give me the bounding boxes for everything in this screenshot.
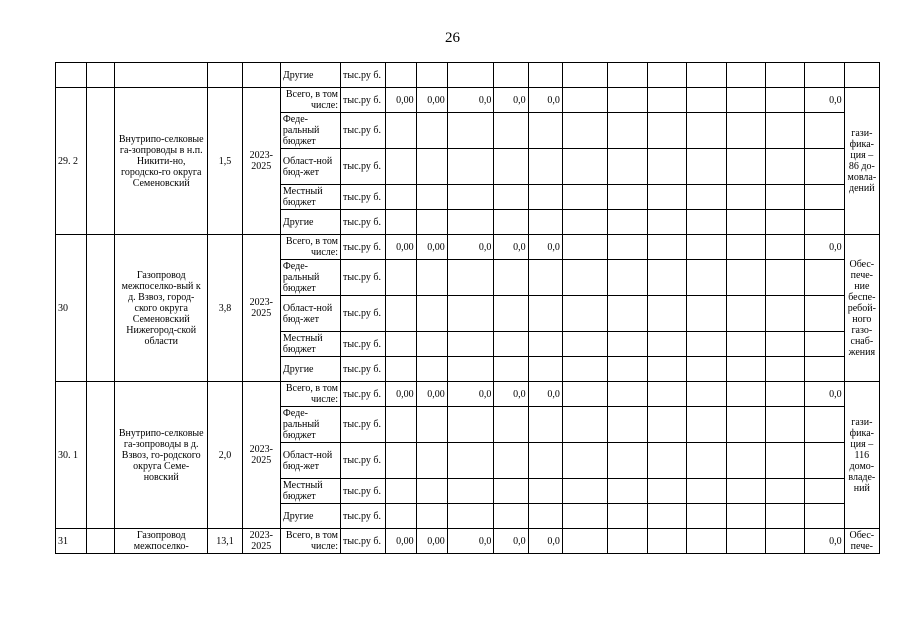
value-cell: 0,00	[416, 235, 447, 260]
empty-cell	[687, 357, 726, 382]
empty-cell	[765, 357, 804, 382]
value-cell	[494, 479, 528, 504]
value-cell	[494, 185, 528, 210]
value-cell	[805, 504, 844, 529]
unit-cell: тыс.ру б.	[341, 260, 386, 296]
empty-cell	[647, 113, 686, 149]
empty-cell	[726, 185, 765, 210]
empty-cell	[608, 407, 647, 443]
empty-cell	[726, 382, 765, 407]
value-cell	[494, 113, 528, 149]
value-cell	[494, 332, 528, 357]
value-cell: 0,0	[447, 88, 494, 113]
value-cell	[805, 210, 844, 235]
value-cell	[805, 357, 844, 382]
source-cell: Феде-ральный бюджет	[280, 260, 340, 296]
project-name: Газопровод межпоселко-	[115, 529, 208, 554]
value-cell: 0,0	[528, 235, 562, 260]
value-cell: 0,00	[416, 88, 447, 113]
empty-cell	[647, 529, 686, 554]
empty-cell	[726, 210, 765, 235]
value-cell	[447, 357, 494, 382]
value-cell: 0,0	[805, 529, 844, 554]
unit-cell: тыс.ру б.	[341, 504, 386, 529]
value-cell	[447, 63, 494, 88]
empty-cell	[687, 529, 726, 554]
empty-cell	[608, 332, 647, 357]
empty-cell	[562, 63, 608, 88]
empty-cell	[687, 63, 726, 88]
empty-cell	[562, 88, 608, 113]
empty-cell	[726, 332, 765, 357]
value-cell	[416, 357, 447, 382]
project-result: Обес-пече-	[844, 529, 879, 554]
table-row	[56, 382, 880, 407]
empty-cell	[647, 88, 686, 113]
unit-cell: тыс.ру б.	[341, 296, 386, 332]
value-cell	[528, 185, 562, 210]
value-cell	[528, 260, 562, 296]
empty-cell	[562, 357, 608, 382]
empty-cell	[687, 149, 726, 185]
empty-cell	[726, 479, 765, 504]
value-cell	[528, 149, 562, 185]
value-cell	[494, 210, 528, 235]
value-cell: 0,00	[385, 529, 416, 554]
unit-cell: тыс.ру б.	[341, 382, 386, 407]
project-name: Внутрипо-селковые га-зопроводы в н.п. Никити-но, городско-го округа Семеновский	[115, 88, 208, 235]
value-cell	[385, 260, 416, 296]
value-cell: 0,0	[447, 529, 494, 554]
value-cell: 0,0	[805, 235, 844, 260]
source-cell: Феде-ральный бюджет	[280, 113, 340, 149]
value-cell: 0,00	[385, 235, 416, 260]
project-length: 1,5	[208, 88, 242, 235]
empty-cell	[608, 260, 647, 296]
empty-cell	[765, 296, 804, 332]
unit-cell: тыс.ру б.	[341, 88, 386, 113]
empty-cell	[765, 210, 804, 235]
value-cell	[805, 332, 844, 357]
empty-cell	[647, 382, 686, 407]
source-cell: Област-ной бюд-жет	[280, 296, 340, 332]
empty-cell	[56, 63, 87, 88]
value-cell	[494, 149, 528, 185]
empty-cell	[726, 260, 765, 296]
source-cell: Другие	[280, 357, 340, 382]
value-cell	[447, 479, 494, 504]
project-name: Газопровод межпоселко-вый к д. Взвоз, город-ского округа Семеновский Нижегород-ской области	[115, 235, 208, 382]
empty-cell	[726, 529, 765, 554]
empty-cell	[765, 149, 804, 185]
empty-cell	[87, 88, 115, 235]
unit-cell: тыс.ру б.	[341, 479, 386, 504]
empty-cell	[208, 63, 242, 88]
empty-cell	[765, 63, 804, 88]
empty-cell	[647, 504, 686, 529]
value-cell	[447, 185, 494, 210]
value-cell	[805, 443, 844, 479]
value-cell	[447, 407, 494, 443]
empty-cell	[726, 357, 765, 382]
empty-cell	[765, 235, 804, 260]
value-cell	[385, 407, 416, 443]
empty-cell	[87, 235, 115, 382]
empty-cell	[687, 479, 726, 504]
project-number: 31	[56, 529, 87, 554]
unit-cell: тыс.ру б.	[341, 529, 386, 554]
empty-cell	[726, 88, 765, 113]
empty-cell	[687, 113, 726, 149]
empty-cell	[726, 149, 765, 185]
value-cell	[385, 332, 416, 357]
empty-cell	[562, 296, 608, 332]
unit-cell: тыс.ру б.	[341, 149, 386, 185]
empty-cell	[608, 479, 647, 504]
value-cell: 0,0	[528, 88, 562, 113]
value-cell	[416, 407, 447, 443]
value-cell: 0,0	[494, 235, 528, 260]
empty-cell	[687, 443, 726, 479]
value-cell	[385, 113, 416, 149]
empty-cell	[608, 113, 647, 149]
project-result: гази-фика-ция – 86 до-мовла-дений	[844, 88, 879, 235]
value-cell: 0,0	[447, 235, 494, 260]
value-cell	[447, 113, 494, 149]
unit-cell: тыс.ру б.	[341, 63, 386, 88]
table-row	[56, 63, 880, 88]
project-number: 30. 1	[56, 382, 87, 529]
empty-cell	[562, 479, 608, 504]
value-cell	[805, 407, 844, 443]
table-row	[56, 529, 880, 554]
project-length: 2,0	[208, 382, 242, 529]
empty-cell	[115, 63, 208, 88]
value-cell	[416, 185, 447, 210]
empty-cell	[562, 185, 608, 210]
empty-cell	[687, 210, 726, 235]
unit-cell: тыс.ру б.	[341, 185, 386, 210]
empty-cell	[687, 88, 726, 113]
empty-cell	[647, 210, 686, 235]
source-cell: Област-ной бюд-жет	[280, 443, 340, 479]
value-cell	[385, 296, 416, 332]
value-cell	[385, 357, 416, 382]
value-cell	[494, 357, 528, 382]
project-number: 29. 2	[56, 88, 87, 235]
empty-cell	[87, 382, 115, 529]
value-cell	[528, 63, 562, 88]
empty-cell	[687, 296, 726, 332]
value-cell	[416, 113, 447, 149]
value-cell	[528, 443, 562, 479]
empty-cell	[562, 210, 608, 235]
empty-cell	[562, 443, 608, 479]
source-cell: Всего, в том числе:	[280, 529, 340, 554]
unit-cell: тыс.ру б.	[341, 332, 386, 357]
project-name: Внутрипо-селковые га-зопроводы в д. Взвоз, го-родского округа Семе-новский	[115, 382, 208, 529]
empty-cell	[765, 479, 804, 504]
empty-cell	[562, 235, 608, 260]
empty-cell	[608, 296, 647, 332]
value-cell: 0,00	[385, 382, 416, 407]
empty-cell	[726, 113, 765, 149]
value-cell	[447, 504, 494, 529]
empty-cell	[726, 296, 765, 332]
empty-cell	[562, 504, 608, 529]
empty-cell	[687, 185, 726, 210]
value-cell	[805, 63, 844, 88]
empty-cell	[562, 113, 608, 149]
empty-cell	[765, 443, 804, 479]
value-cell	[805, 296, 844, 332]
value-cell	[494, 407, 528, 443]
value-cell: 0,0	[494, 88, 528, 113]
value-cell	[447, 210, 494, 235]
value-cell	[805, 260, 844, 296]
value-cell	[494, 296, 528, 332]
value-cell	[805, 185, 844, 210]
project-period: 2023-2025	[242, 529, 280, 554]
value-cell	[416, 504, 447, 529]
project-length: 3,8	[208, 235, 242, 382]
source-cell: Феде-ральный бюджет	[280, 407, 340, 443]
unit-cell: тыс.ру б.	[341, 113, 386, 149]
value-cell: 0,0	[528, 529, 562, 554]
project-result: гази-фика-ция – 116 домо-владе-ний	[844, 382, 879, 529]
empty-cell	[765, 88, 804, 113]
empty-cell	[87, 529, 115, 554]
value-cell	[385, 149, 416, 185]
value-cell	[528, 479, 562, 504]
empty-cell	[647, 443, 686, 479]
empty-cell	[562, 260, 608, 296]
value-cell: 0,0	[805, 382, 844, 407]
empty-cell	[726, 235, 765, 260]
project-length: 13,1	[208, 529, 242, 554]
value-cell	[494, 443, 528, 479]
source-cell: Другие	[280, 504, 340, 529]
page-number: 26	[445, 30, 460, 46]
empty-cell	[242, 63, 280, 88]
source-cell: Другие	[280, 63, 340, 88]
empty-cell	[608, 504, 647, 529]
empty-cell	[608, 235, 647, 260]
source-cell: Всего, в том числе:	[280, 235, 340, 260]
empty-cell	[687, 332, 726, 357]
value-cell	[528, 504, 562, 529]
empty-cell	[687, 504, 726, 529]
empty-cell	[726, 407, 765, 443]
value-cell	[416, 149, 447, 185]
value-cell	[447, 296, 494, 332]
empty-cell	[608, 149, 647, 185]
empty-cell	[608, 357, 647, 382]
value-cell	[385, 185, 416, 210]
value-cell	[528, 407, 562, 443]
empty-cell	[765, 407, 804, 443]
empty-cell	[608, 63, 647, 88]
source-cell: Всего, в том числе:	[280, 88, 340, 113]
value-cell: 0,0	[494, 529, 528, 554]
empty-cell	[608, 88, 647, 113]
empty-cell	[608, 529, 647, 554]
value-cell	[528, 113, 562, 149]
value-cell	[447, 149, 494, 185]
unit-cell: тыс.ру б.	[341, 407, 386, 443]
empty-cell	[647, 260, 686, 296]
empty-cell	[687, 382, 726, 407]
empty-cell	[647, 479, 686, 504]
empty-cell	[687, 260, 726, 296]
value-cell	[416, 296, 447, 332]
empty-cell	[562, 529, 608, 554]
empty-cell	[647, 63, 686, 88]
value-cell	[416, 63, 447, 88]
empty-cell	[647, 235, 686, 260]
value-cell: 0,0	[805, 88, 844, 113]
budget-table	[55, 62, 880, 554]
empty-cell	[562, 149, 608, 185]
empty-cell	[765, 185, 804, 210]
value-cell	[385, 443, 416, 479]
value-cell	[528, 296, 562, 332]
source-cell: Местный бюджет	[280, 479, 340, 504]
empty-cell	[765, 529, 804, 554]
value-cell	[805, 149, 844, 185]
project-number: 30	[56, 235, 87, 382]
empty-cell	[765, 332, 804, 357]
empty-cell	[647, 149, 686, 185]
unit-cell: тыс.ру б.	[341, 210, 386, 235]
empty-cell	[765, 504, 804, 529]
project-period: 2023-2025	[242, 235, 280, 382]
table-row	[56, 88, 880, 113]
value-cell	[416, 332, 447, 357]
value-cell	[385, 504, 416, 529]
empty-cell	[87, 63, 115, 88]
value-cell	[447, 260, 494, 296]
empty-cell	[765, 113, 804, 149]
empty-cell	[608, 443, 647, 479]
unit-cell: тыс.ру б.	[341, 443, 386, 479]
value-cell: 0,00	[385, 88, 416, 113]
value-cell: 0,00	[416, 382, 447, 407]
empty-cell	[608, 185, 647, 210]
value-cell	[805, 113, 844, 149]
empty-cell	[687, 235, 726, 260]
empty-cell	[608, 210, 647, 235]
unit-cell: тыс.ру б.	[341, 235, 386, 260]
value-cell: 0,0	[494, 382, 528, 407]
empty-cell	[726, 63, 765, 88]
source-cell: Местный бюджет	[280, 332, 340, 357]
value-cell	[416, 210, 447, 235]
empty-cell	[647, 296, 686, 332]
value-cell	[528, 332, 562, 357]
value-cell	[385, 479, 416, 504]
value-cell	[416, 443, 447, 479]
empty-cell	[647, 407, 686, 443]
value-cell	[416, 479, 447, 504]
empty-cell	[726, 443, 765, 479]
value-cell	[494, 504, 528, 529]
empty-cell	[608, 382, 647, 407]
empty-cell	[726, 504, 765, 529]
value-cell	[494, 63, 528, 88]
value-cell	[416, 260, 447, 296]
empty-cell	[765, 260, 804, 296]
value-cell	[528, 210, 562, 235]
value-cell	[528, 357, 562, 382]
empty-cell	[687, 407, 726, 443]
empty-cell	[647, 357, 686, 382]
result-cell	[844, 63, 879, 88]
empty-cell	[562, 382, 608, 407]
empty-cell	[765, 382, 804, 407]
value-cell: 0,0	[447, 382, 494, 407]
source-cell: Област-ной бюд-жет	[280, 149, 340, 185]
value-cell	[385, 63, 416, 88]
project-period: 2023-2025	[242, 88, 280, 235]
table-row	[56, 235, 880, 260]
value-cell	[447, 332, 494, 357]
empty-cell	[647, 332, 686, 357]
value-cell	[447, 443, 494, 479]
empty-cell	[647, 185, 686, 210]
value-cell: 0,0	[528, 382, 562, 407]
source-cell: Местный бюджет	[280, 185, 340, 210]
project-period: 2023-2025	[242, 382, 280, 529]
empty-cell	[562, 332, 608, 357]
value-cell	[805, 479, 844, 504]
unit-cell: тыс.ру б.	[341, 357, 386, 382]
value-cell	[385, 210, 416, 235]
source-cell: Всего, в том числе:	[280, 382, 340, 407]
value-cell: 0,00	[416, 529, 447, 554]
project-result: Обес-пече-ние беспе-ребой-ного газо-снаб-жения	[844, 235, 879, 382]
source-cell: Другие	[280, 210, 340, 235]
value-cell	[494, 260, 528, 296]
empty-cell	[562, 407, 608, 443]
